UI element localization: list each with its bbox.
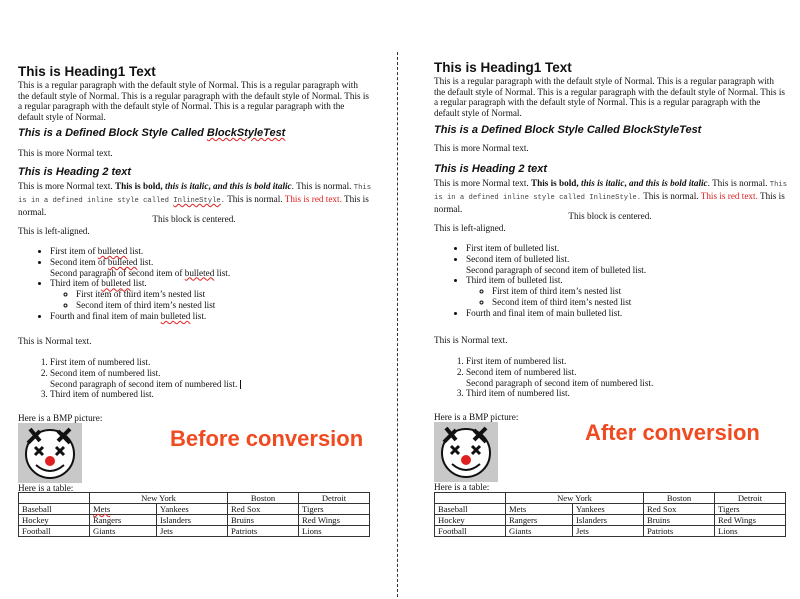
document-before (18, 0, 390, 599)
table-header-cell: Detroit (715, 493, 786, 504)
numbered-list (18, 357, 241, 400)
table-row (19, 493, 370, 504)
list-item: 2. Second item of numbered list. Second paragraph of second item of numbered list. (466, 367, 653, 389)
list-item: ◦ Second item of third item’s nested list (492, 297, 646, 308)
normal-text: This is Normal text. (434, 335, 508, 345)
mixed-style-paragraph: This is more Normal text. This is bold, this is italic, and this is bold italic. This is normal. This is in a defined inline style called InlineStyle. This is normal. This is red text. This is normal. (18, 181, 372, 217)
clown-face-picture (18, 423, 82, 483)
more-normal-text: This is more Normal text. (18, 148, 113, 158)
clown-face-picture (434, 422, 498, 482)
left-aligned-text: This is left-aligned. (434, 223, 506, 233)
bmp-label: Here is a BMP picture: (18, 413, 103, 423)
table-row: Football Giants Jets Patriots Lions (19, 526, 370, 537)
numbered-list (434, 356, 653, 399)
list-item: • First item of bulleted list. (466, 243, 646, 254)
list-item: • Fourth and final item of main bulleted list. (466, 308, 646, 319)
block-style-name: BlockStyleTest (206, 127, 286, 139)
nested-list (466, 286, 646, 308)
caption-before-conversion: Before conversion (170, 426, 364, 451)
clown-face-icon (18, 423, 82, 483)
red-text: This is red text. (700, 191, 758, 201)
normal-text: This is Normal text. (18, 336, 92, 346)
caption-after-conversion: After conversion (585, 420, 760, 445)
sports-table (434, 492, 786, 537)
table-header-cell: New York (506, 493, 644, 504)
table-row: Football Giants Jets Patriots Lions (435, 526, 786, 537)
left-aligned-text: This is left-aligned. (18, 226, 90, 236)
list-item: • Second item of bulleted list. Second paragraph of second item of bulleted list. (50, 257, 230, 279)
list-item: • Second item of bulleted list. Second paragraph of second item of bulleted list. (466, 254, 646, 276)
table-row: Hockey Rangers Islanders Bruins Red Wings (435, 515, 786, 526)
document-after (434, 0, 800, 599)
heading1: This is Heading1 Text (434, 60, 572, 75)
list-item: ◦ First item of third item’s nested list (76, 289, 230, 300)
table-header-cell: Detroit (299, 493, 370, 504)
regular-paragraph: This is a regular paragraph with the default style of Normal. This is a regular paragraph with the default style of Normal. This is a regular paragraph with the default style of Normal. This is a regular paragraph with the default style of Normal. This is a regular paragraph with the default style of Normal. (18, 80, 369, 122)
list-item: 3. Third item of numbered list. (50, 389, 241, 400)
centered-block: This block is centered. (568, 211, 652, 221)
heading2: This is Heading 2 text (434, 163, 548, 175)
list-item: 3. Third item of numbered list. (466, 388, 653, 399)
clown-face-icon (434, 422, 498, 482)
bulleted-list (18, 246, 230, 322)
list-item: • Third item of bulleted list. ◦ First item of third item’s nested list ◦ Second item of third item’s nested list (50, 278, 230, 310)
heading1: This is Heading1 Text (18, 64, 156, 79)
table-label: Here is a table: (18, 483, 74, 493)
table-row: Baseball Mets Yankees Red Sox Tigers (19, 504, 370, 515)
list-item: 2. Second item of numbered list. Second paragraph of second item of numbered list. (50, 368, 241, 390)
centered-block: This block is centered. (152, 214, 236, 224)
table-header-cell: Boston (644, 493, 715, 504)
list-item: 1. First item of numbered list. (50, 357, 241, 368)
inline-style-text: This is in a defined inline style called InlineStyle. (434, 181, 788, 202)
mixed-style-paragraph: This is more Normal text. This is bold, this is italic, and this is bold italic. This is normal. This is in a defined inline style called InlineStyle. This is normal. This is red text. This is normal. (434, 178, 788, 214)
table-label: Here is a table: (434, 482, 490, 492)
block-style-heading: This is a Defined Block Style Called BlockStyleTest (434, 124, 702, 136)
bulleted-list (434, 243, 646, 319)
table-header-cell: Boston (228, 493, 299, 504)
heading2: This is Heading 2 text (18, 166, 132, 178)
list-item: ◦ First item of third item’s nested list (492, 286, 646, 297)
list-item: • First item of bulleted list. (50, 246, 230, 257)
dashed-divider (397, 52, 398, 597)
regular-paragraph: This is a regular paragraph with the default style of Normal. This is a regular paragraph with the default style of Normal. This is a regular paragraph with the default style of Normal. This is a regular paragraph with the default style of Normal. This is a regular paragraph with the default style of Normal. (434, 76, 785, 118)
nested-list (50, 289, 230, 311)
bmp-label: Here is a BMP picture: (434, 412, 519, 422)
list-item: • Third item of bulleted list. ◦ First item of third item’s nested list ◦ Second item of third item’s nested list (466, 275, 646, 307)
more-normal-text: This is more Normal text. (434, 143, 529, 153)
table-row: Hockey Rangers Islanders Bruins Red Wings (19, 515, 370, 526)
list-item: ◦ Second item of third item’s nested list (76, 300, 230, 311)
block-style-heading: This is a Defined Block Style Called BlockStyleTest (18, 127, 286, 139)
text-cursor (240, 380, 241, 389)
list-item: • Fourth and final item of main bulleted list. (50, 311, 230, 322)
table-row: Baseball Mets Yankees Red Sox Tigers (435, 504, 786, 515)
inline-style-text: This is in a defined inline style called InlineStyle. (18, 184, 372, 205)
list-item: 1. First item of numbered list. (466, 356, 653, 367)
red-text: This is red text. (284, 194, 342, 204)
sports-table (18, 492, 370, 537)
table-header-cell: New York (90, 493, 228, 504)
table-row (435, 493, 786, 504)
